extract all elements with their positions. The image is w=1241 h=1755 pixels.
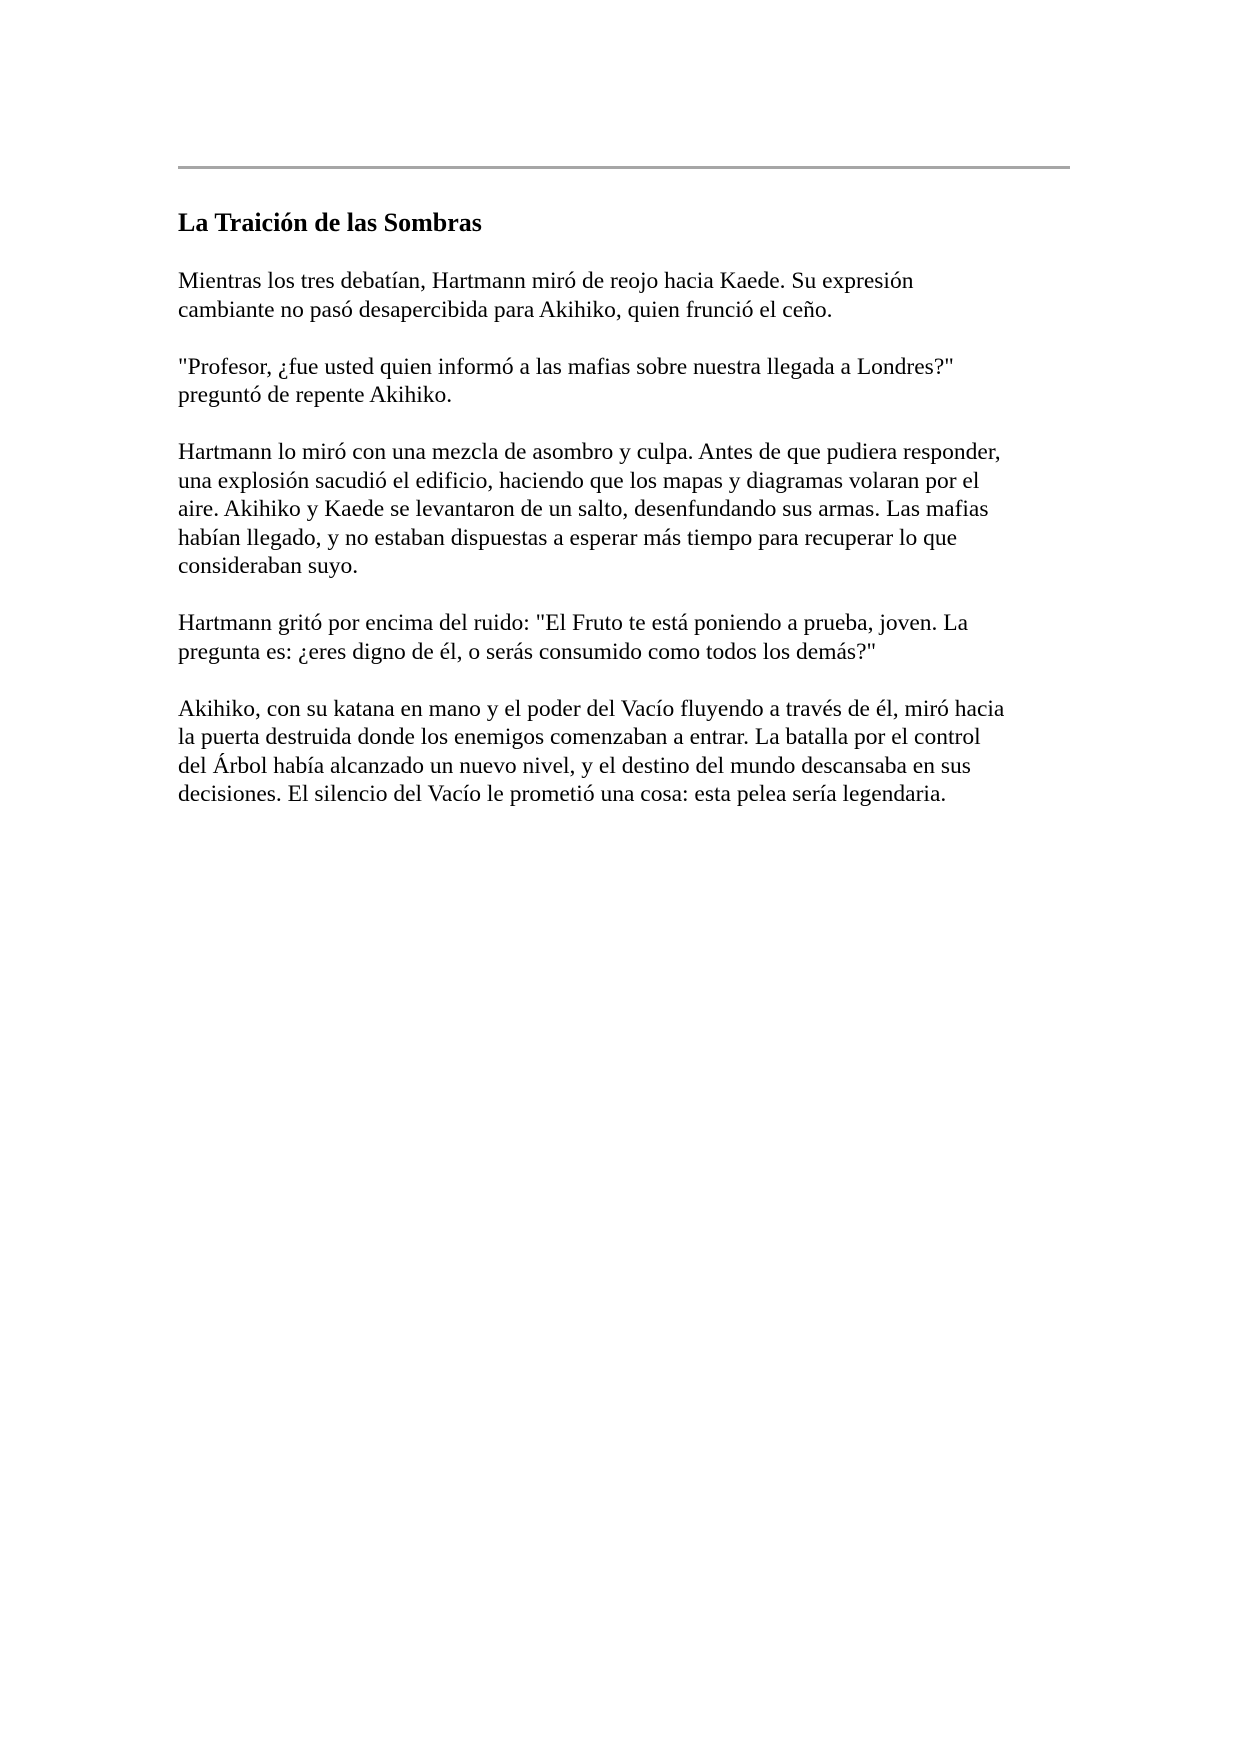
paragraph-1: [178, 267, 1070, 324]
text-line: Mientras los tres debatían, Hartmann miró de reojo hacia Kaede. Su expresión: [178, 268, 914, 294]
text-line: Hartmann lo miró con una mezcla de asombro y culpa. Antes de que pudiera responder,: [178, 439, 1001, 465]
text-line: la puerta destruida donde los enemigos comenzaban a entrar. La batalla por el control: [178, 724, 981, 750]
text-line: habían llegado, y no estaban dispuestas a esperar más tiempo para recuperar lo que: [178, 524, 958, 551]
text-line: cambiante no pasó desapercibida para Akihiko, quien frunció el ceño.: [178, 296, 833, 323]
horizontal-rule: [178, 166, 1070, 169]
text-line: Akihiko, con su katana en mano y el poder del Vacío fluyendo a través de él, miró hacia: [178, 695, 1005, 722]
text-line: aire. Akihiko y Kaede se levantaron de un salto, desenfundando sus armas. Las mafias: [178, 496, 989, 522]
text-line: decisiones. El silencio del Vacío le prometió una cosa: esta pelea sería legendaria.: [178, 781, 947, 807]
text-line: consideraban suyo.: [178, 553, 359, 579]
text-line: preguntó de repente Akihiko.: [178, 382, 453, 408]
text-line: Hartmann gritó por encima del ruido: "El Fruto te está poniendo a prueba, joven. La: [178, 610, 969, 636]
section-heading: La Traición de las Sombras: [178, 208, 482, 237]
paragraph-3: [178, 438, 1070, 581]
text-line: pregunta es: ¿eres digno de él, o serás consumido como todos los demás?": [178, 638, 877, 665]
document-body: [178, 267, 1070, 837]
text-line: del Árbol había alcanzado un nuevo nivel, y el destino del mundo descansaba en sus: [178, 752, 971, 779]
paragraph-5: [178, 695, 1070, 809]
text-line: una explosión sacudió el edificio, haciendo que los mapas y diagramas volaran por el: [178, 467, 980, 494]
paragraph-2: [178, 353, 1070, 410]
text-line: "Profesor, ¿fue usted quien informó a las mafias sobre nuestra llegada a Londres?": [178, 353, 954, 380]
paragraph-4: [178, 609, 1070, 666]
